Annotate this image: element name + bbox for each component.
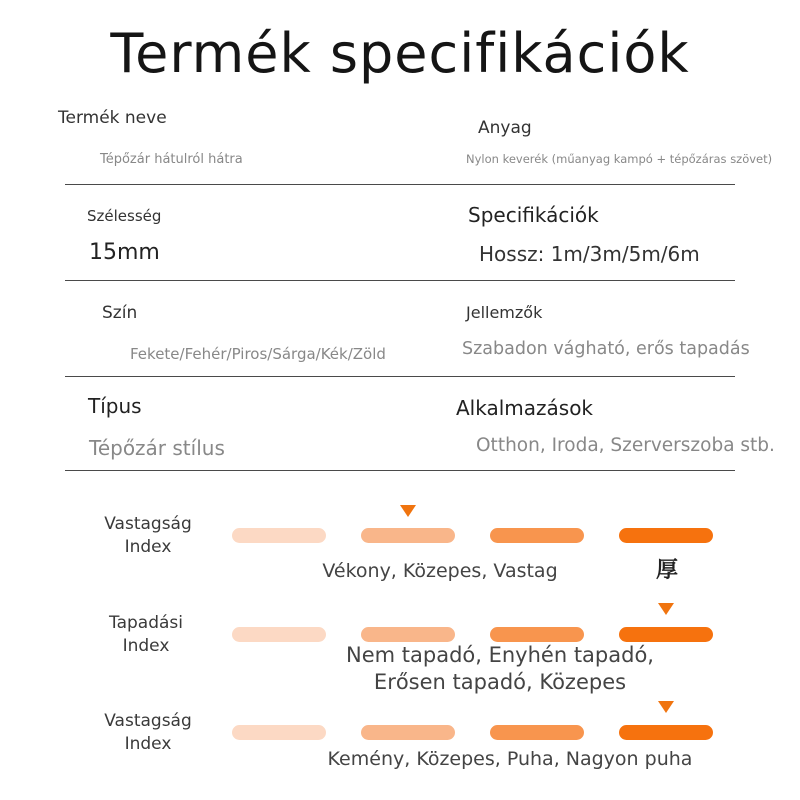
level-bar <box>619 627 713 642</box>
level-bar <box>232 627 326 642</box>
softness-index-label <box>100 710 196 756</box>
applications-label: Alkalmazások <box>456 396 594 420</box>
level-bar <box>232 528 326 543</box>
color-value: Fekete/Fehér/Piros/Sárga/Kék/Zöld <box>130 345 386 363</box>
softness-levels-text: Kemény, Közepes, Puha, Nagyon puha <box>327 748 693 770</box>
product-name-value: Tépőzár hátulról hátra <box>100 152 243 167</box>
level-bar <box>361 528 455 543</box>
level-bar <box>361 627 455 642</box>
thickness-extra-label: 厚 <box>655 558 678 583</box>
index-label-line: Vastagság <box>104 711 192 731</box>
level-bar <box>232 725 326 740</box>
divider <box>65 184 735 185</box>
thickness-index-label <box>100 513 196 559</box>
adhesion-index-label <box>98 612 194 658</box>
adhesion-levels-text-line1: Nem tapadó, Enyhén tapadó, <box>346 643 654 667</box>
specification-label: Specifikációk <box>468 203 599 227</box>
product-name-label: Termék neve <box>58 108 167 128</box>
material-value: Nylon keverék (műanyag kampó + tépőzáras szövet) <box>466 152 773 166</box>
level-bar <box>490 627 584 642</box>
divider <box>65 280 735 281</box>
color-label: Szín <box>102 303 138 323</box>
type-value: Tépőzár stílus <box>89 436 225 460</box>
index-label-line: Vastagság <box>104 514 192 534</box>
features-label: Jellemzők <box>466 303 543 322</box>
features-value: Szabadon vágható, erős tapadás <box>462 339 750 359</box>
selected-level-marker <box>400 505 416 517</box>
index-label-line: Tapadási <box>109 613 183 633</box>
divider <box>65 376 735 377</box>
width-value: 15mm <box>89 240 160 265</box>
selected-level-marker <box>658 701 674 713</box>
divider <box>65 470 735 471</box>
adhesion-levels-text-line2: Erősen tapadó, Közepes <box>373 670 627 694</box>
index-label-line: Index <box>122 636 170 656</box>
level-bar <box>490 725 584 740</box>
level-bar <box>361 725 455 740</box>
specification-value: Hossz: 1m/3m/5m/6m <box>479 242 700 266</box>
page-title: Termék specifikációk <box>110 22 690 85</box>
level-bar <box>619 528 713 543</box>
level-bar <box>490 528 584 543</box>
level-bar <box>619 725 713 740</box>
index-label-line: Index <box>124 734 172 754</box>
material-label: Anyag <box>478 118 532 138</box>
applications-value: Otthon, Iroda, Szerverszoba stb. <box>476 435 775 456</box>
index-label-line: Index <box>124 537 172 557</box>
width-label: Szélesség <box>87 207 162 225</box>
thickness-levels-text: Vékony, Közepes, Vastag <box>322 560 558 582</box>
type-label: Típus <box>88 394 142 418</box>
selected-level-marker <box>658 603 674 615</box>
